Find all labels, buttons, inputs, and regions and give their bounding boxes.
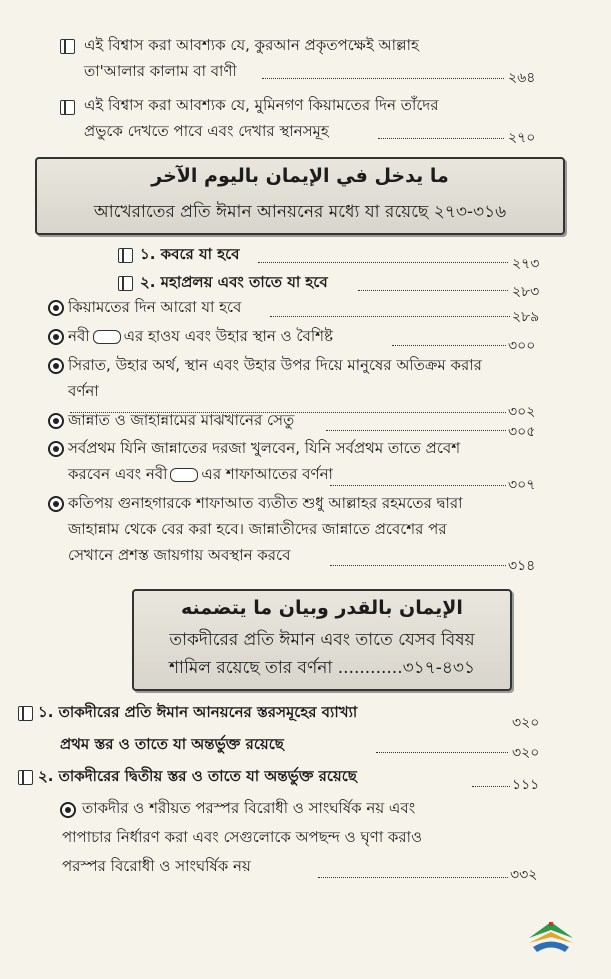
entry-text: প্রথম স্তর ও তাতে যা অন্তর্ভুক্ত রয়েছে (60, 735, 284, 753)
salutation-seal-icon (170, 468, 198, 482)
leader-dots (330, 485, 506, 486)
item-line (68, 325, 333, 350)
item-text: জাহান্নাম থেকে বের করা হবে। জান্নাতীদের জান্নাতে প্রবেশের পর (68, 520, 447, 538)
page-number: ২৮৯ (512, 309, 540, 325)
entry-text: এই বিশ্বাস করা আবশ্যক যে, মুমিনগণ কিয়ামতের দিন তাঁদের (84, 96, 439, 114)
entry-text: প্রভুকে দেখতে পাবে এবং দেখার স্থানসমূহ (84, 122, 329, 140)
entry-text: ২. মহাপ্রলয় এবং তাতে যা হবে (140, 273, 328, 291)
leader-dots (330, 565, 506, 566)
page-number: ১১১ (512, 777, 540, 793)
item-text: জান্নাত ও জাহান্নামের মাঝখানের সেতু (68, 411, 295, 429)
section-heading-box (132, 589, 512, 691)
circle-bullet-icon (60, 802, 76, 818)
leader-dots (318, 877, 508, 878)
leader-dots (258, 262, 508, 263)
leader-dots (262, 78, 504, 79)
book-bullet-icon (60, 100, 75, 115)
book-bullet-icon (118, 276, 133, 291)
item-text: তাকদীর ও শরীয়ত পরস্পর বিরোধী ও সাংঘর্ষিক নয় এবং (82, 799, 416, 817)
page-number: ২৭০ (508, 130, 536, 146)
page-number: ২৮৩ (512, 284, 540, 300)
page-number: ৩৩২ (510, 867, 538, 883)
circle-bullet-icon (48, 358, 64, 374)
page-number: ৩২০ (512, 745, 540, 761)
section-arabic-title: ما يدخل في الإيمان باليوم الآخر (151, 165, 449, 187)
section-subtitle: আখেরাতের প্রতি ঈমান আনয়নের মধ্যে যা রয়েছে ২৭৩-৩১৬ (93, 202, 507, 222)
leader-dots (326, 430, 506, 431)
page-number: ৩০৭ (508, 477, 536, 493)
section-subtitle: শামিল রয়েছে তার বর্ণনা ............৩১৭-৪৩১ (169, 658, 475, 678)
item-text: সিরাত, উহার অর্থ, স্থান এবং উহার উপর দিয়ে মানুষের অতিক্রম করার (68, 356, 482, 374)
item-text: কতিপয় গুনাহগারকে শাফাআত ব্যতীত শুধু আল্লাহর রহমতের দ্বারা (68, 494, 463, 512)
leader-dots (270, 316, 510, 317)
item-text: সেখানে প্রশস্ত জায়গায় অবস্থান করবে (68, 546, 291, 564)
item-text: বর্ণনা (68, 382, 99, 400)
item-text: নবী (68, 327, 90, 345)
page-number: ৩০৫ (508, 424, 536, 440)
item-text: কিয়ামতের দিন আরো যা হবে (68, 298, 242, 316)
circle-bullet-icon (48, 300, 64, 316)
book-bullet-icon (18, 770, 33, 785)
item-text: এর শাফাআতের বর্ণনা (201, 465, 333, 483)
page-number: ২৭৩ (512, 256, 540, 272)
section-heading-box (35, 157, 565, 235)
book-bullet-icon (18, 706, 33, 721)
leader-dots (392, 345, 506, 346)
item-text: করবেন এবং নবী (68, 465, 168, 483)
entry-text: ১. কবরে যা হবে (140, 245, 240, 263)
item-text: পরস্পর বিরোধী ও সাংঘর্ষিক নয় (62, 857, 251, 875)
item-text: এর হাওয এবং উহার স্থান ও বৈশিষ্ট (123, 327, 334, 345)
entry-text: এই বিশ্বাস করা আবশ্যক যে, কুরআন প্রকৃতপক্ষেই আল্লাহ (84, 36, 419, 54)
page-number: ৩২০ (512, 715, 540, 731)
entry-text: ১. তাকদীরের প্রতি ঈমান আনয়নের স্তরসমূহের ব্যাখ্যা (38, 703, 358, 721)
circle-bullet-icon (48, 329, 64, 345)
circle-bullet-icon (48, 441, 64, 457)
item-text: সর্বপ্রথম যিনি জান্নাতের দরজা খুলবেন, যিনি সর্বপ্রথম তাতে প্রবেশ (68, 439, 461, 457)
section-arabic-title: الإيمان بالقدر وبيان ما يتضمنه (181, 597, 463, 619)
circle-bullet-icon (48, 413, 64, 429)
page-number: ৩১৪ (508, 558, 536, 574)
leader-dots (376, 752, 508, 753)
leader-dots (378, 138, 504, 139)
publisher-logo-icon (523, 916, 579, 956)
section-subtitle: তাকদীরের প্রতি ঈমান এবং তাতে যেসব বিষয় (169, 630, 475, 650)
book-bullet-icon (118, 248, 133, 263)
salutation-seal-icon (93, 330, 121, 344)
leader-dots (358, 290, 508, 291)
page-number: ৩০২ (508, 404, 536, 420)
page-number: ২৬৪ (508, 70, 536, 86)
entry-text: ২. তাকদীরের দ্বিতীয় স্তর ও তাতে যা অন্তর্ভুক্ত রয়েছে (38, 767, 357, 785)
entry-text: তা'আলার কালাম বা বাণী (84, 62, 237, 80)
item-line (68, 463, 333, 488)
book-bullet-icon (60, 39, 75, 54)
circle-bullet-icon (48, 496, 64, 512)
leader-dots (472, 786, 510, 787)
page-number: ৩০০ (508, 338, 536, 354)
item-text: পাপাচার নির্ধারণ করা এবং সেগুলোকে অপছন্দ ও ঘৃণা করাও (62, 828, 423, 846)
